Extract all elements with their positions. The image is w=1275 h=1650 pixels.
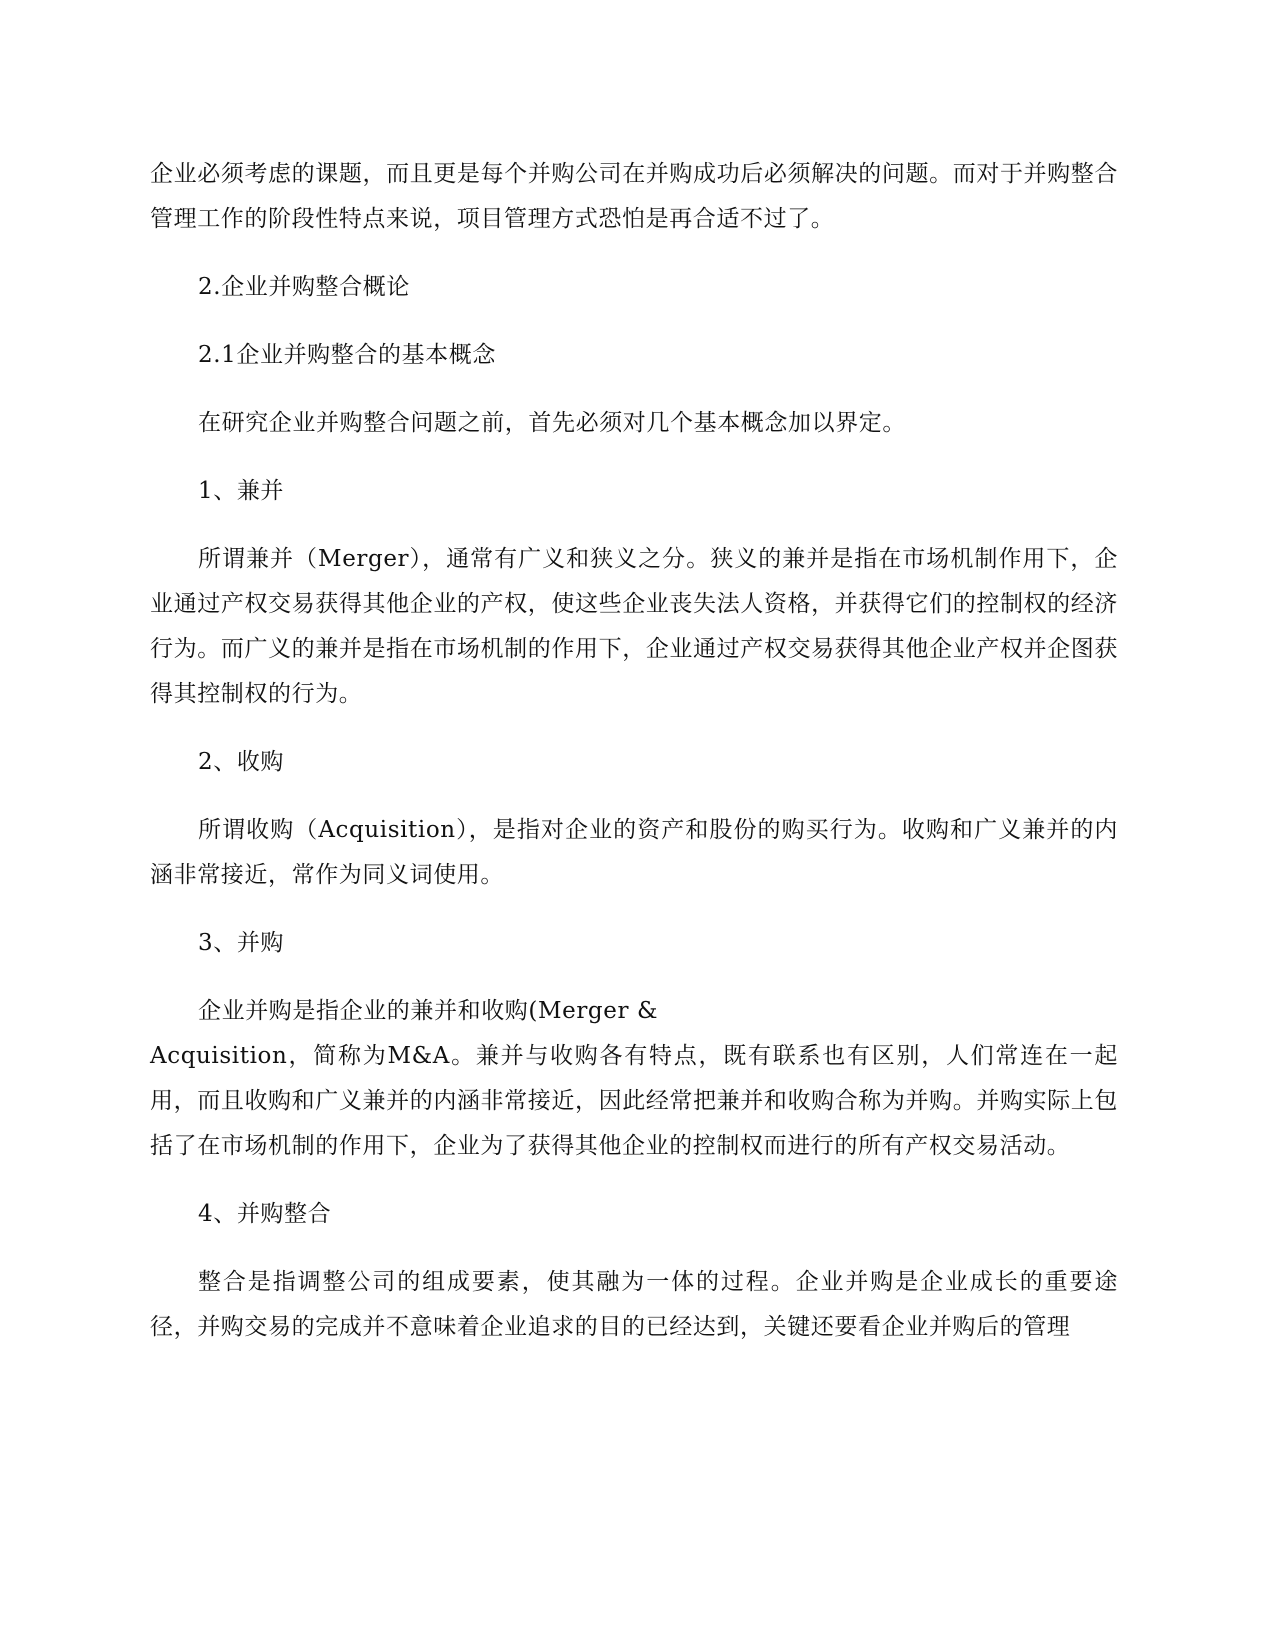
subsection-heading: 2.1企业并购整合的基本概念 xyxy=(198,342,496,368)
item-heading-integration: 4、并购整合 xyxy=(198,1201,332,1227)
item-heading-merger: 1、兼并 xyxy=(198,478,285,504)
paragraph-integration: 整合是指调整公司的组成要素，使其融为一体的过程。企业并购是企业成长的重要途径，并购交易的完成并不意味着企业追求的目的已经达到，关键还要看企业并购后的管理 xyxy=(150,1269,1118,1340)
paragraph-continuation: 企业必须考虑的课题，而且更是每个并购公司在并购成功后必须解决的问题。而对于并购整合管理工作的阶段性特点来说，项目管理方式恐怕是再合适不过了。 xyxy=(150,161,1118,232)
item-heading-ma: 3、并购 xyxy=(198,930,285,956)
document-body xyxy=(150,152,1118,1350)
paragraph-ma: Acquisition，简称为M&A。兼并与收购各有特点，既有联系也有区别，人们常连在一起用，而且收购和广义兼并的内涵非常接近，因此经常把兼并和收购合称为并购。并购实际上包括了在市场机制的作用下，企业为了获得其他企业的控制权而进行的所有产权交易活动。 xyxy=(150,1043,1118,1159)
section-heading: 2.企业并购整合概论 xyxy=(198,274,410,300)
paragraph-acquisition: 所谓收购（Acquisition），是指对企业的资产和股份的购买行为。收购和广义兼并的内涵非常接近，常作为同义词使用。 xyxy=(150,817,1118,888)
paragraph-merger: 所谓兼并（Merger），通常有广义和狭义之分。狭义的兼并是指在市场机制作用下，企业通过产权交易获得其他企业的产权，使这些企业丧失法人资格，并获得它们的控制权的经济行为。而广义的兼并是指在市场机制的作用下，企业通过产权交易获得其他企业产权并企图获得其控制权的行为。 xyxy=(150,546,1118,707)
paragraph-ma-first-line: 企业并购是指企业的兼并和收购(Merger & xyxy=(198,998,659,1024)
item-heading-acquisition: 2、收购 xyxy=(198,749,285,775)
paragraph-intro: 在研究企业并购整合问题之前，首先必须对几个基本概念加以界定。 xyxy=(198,410,906,436)
